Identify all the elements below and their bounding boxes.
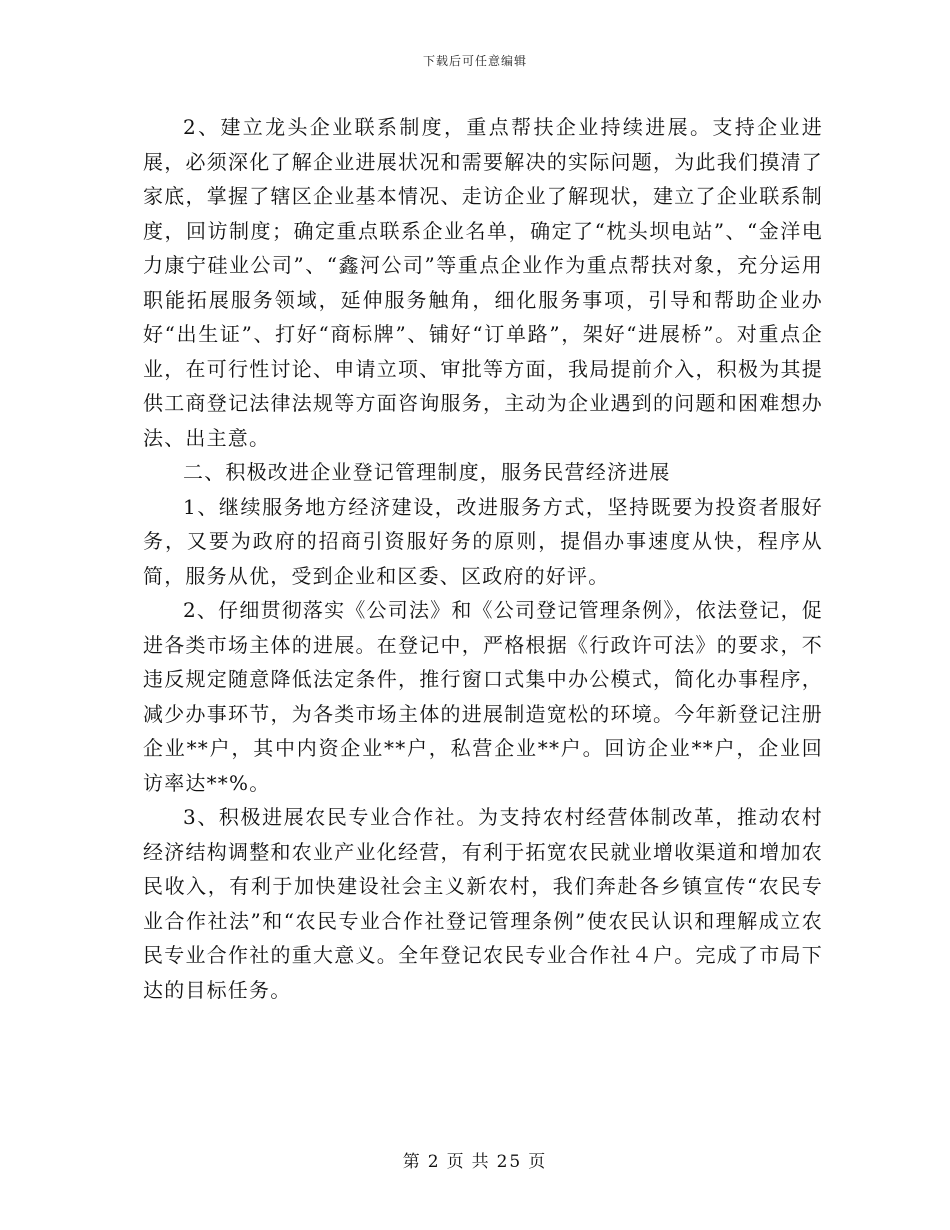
footer-page-number: 2 [427,1152,441,1172]
footer-total-prefix: 共 [471,1152,491,1172]
document-body [143,110,823,1007]
footer-total-suffix: 页 [528,1152,548,1172]
footer-page-mid: 页 [446,1152,466,1172]
page-footer [0,1147,950,1172]
section-heading-registration: 二、积极改进企业登记管理制度，服务民营经济进展 [183,460,671,484]
paragraph-cooperatives: 3、积极进展农民专业合作社。为支持农村经营体制改革，推动农村经济结构调整和农业产业化经营，有利于拓宽农民就业增收渠道和增加农民收入，有利于加快建设社会主义新农村，我们奔赴各乡镇宣传“农民专业合作社法”和“农民专业合作社登记管理条例”使农民认识和理解成立农民专业合作社的重大意义。全年登记农民专业合作社４户。完成了市局下达的目标任务。 [143,805,823,1002]
footer-total-pages: 25 [496,1152,523,1172]
paragraph-service-economy: 1、继续服务地方经济建设，改进服务方式，坚持既要为投资者服好务，又要为政府的招商引资服好务的原则，提倡办事速度从快，程序从简，服务从优，受到企业和区委、区政府的好评。 [143,494,823,588]
footer-page-prefix: 第 [402,1152,422,1172]
paragraph-enterprise-contact: 2、建立龙头企业联系制度，重点帮扶企业持续进展。支持企业进展，必须深化了解企业进展状况和需要解决的实际问题，为此我们摸清了家底，掌握了辖区企业基本情况、走访企业了解现状，建立了企业联系制度，回访制度；确定重点联系企业名单，确定了“枕头坝电站”、“金洋电力康宁硅业公司”、“鑫河公司”等重点企业作为重点帮扶对象，充分运用职能拓展服务领域，延伸服务触角，细化服务事项，引导和帮助企业办好“出生证”、打好“商标牌”、铺好“订单路”，架好“进展桥”。对重点企业，在可行性讨论、申请立项、审批等方面，我局提前介入，积极为其提供工商登记法律法规等方面咨询服务，主动为企业遇到的问题和困难想办法、出主意。 [143,115,823,450]
page-header: 下载后可任意编辑 [422,54,527,68]
paragraph-company-law: 2、仔细贯彻落实《公司法》和《公司登记管理条例》，依法登记，促进各类市场主体的进展。在登记中，严格根据《行政许可法》的要求，不违反规定随意降低法定条件，推行窗口式集中办公模式，简化办事程序，减少办事环节，为各类市场主体的进展制造宽松的环境。今年新登记注册企业**户，其中内资企业**户，私营企业**户。回访企业**户，企业回访率达**%。 [143,598,823,795]
